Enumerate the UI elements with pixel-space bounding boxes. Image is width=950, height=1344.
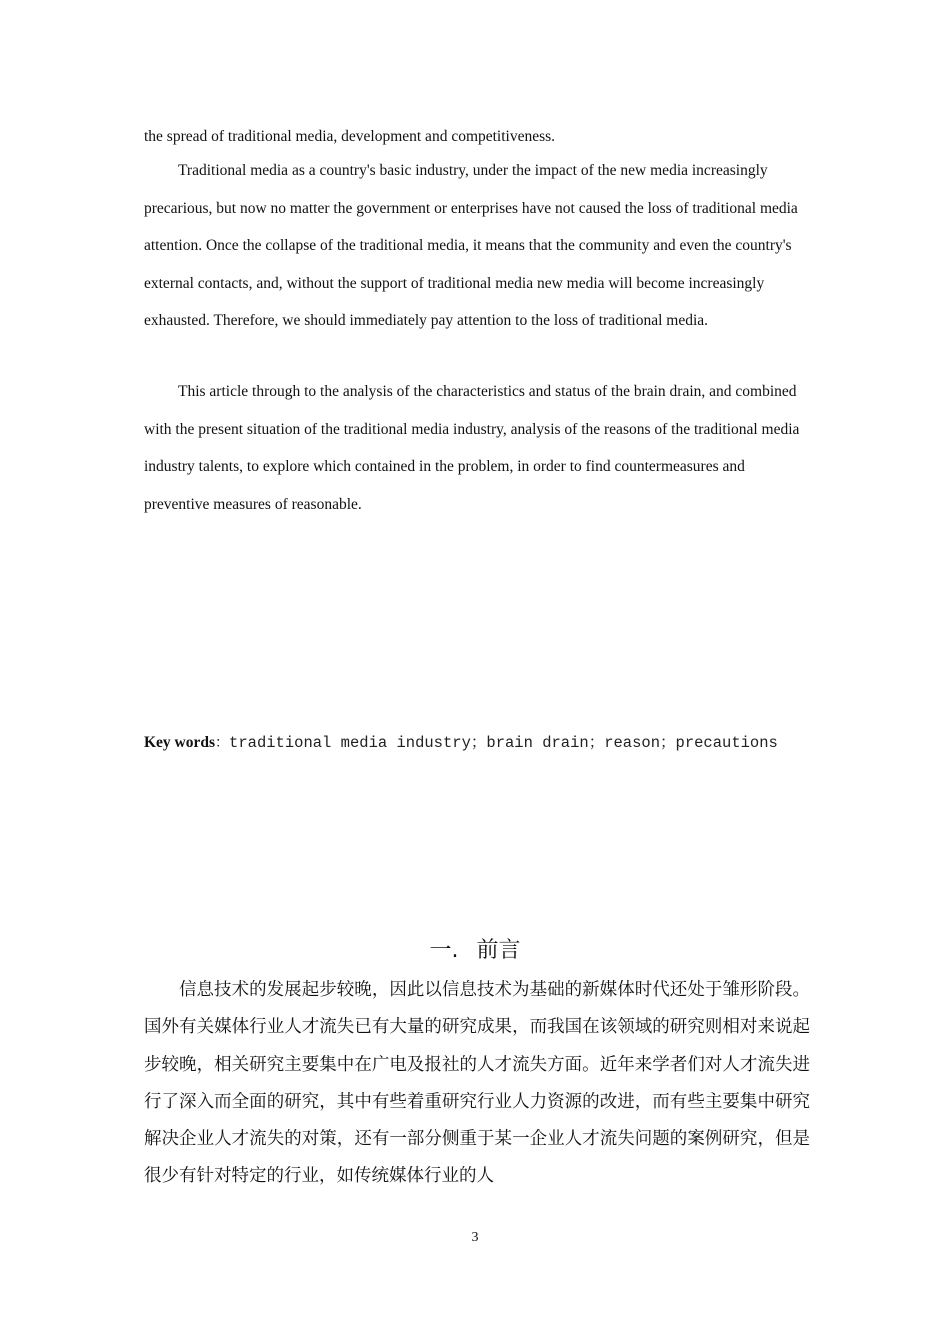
page-number: 3 — [471, 1230, 479, 1245]
keywords-text: traditional media industry；brain drain；reason；precautions — [229, 734, 778, 752]
section-number: 一. — [429, 938, 459, 963]
abstract-paragraph-continuation: the spread of traditional media, development and competitiveness. — [144, 128, 556, 145]
abstract-paragraph-3: This article through to the analysis of the characteristics and status of the brain drain, and combined with the present situation of the traditional media industry, analysis of the reasons of the traditional media industry talents, to explore which contained in the problem, in order to find countermeasures and preventive measures of reasonable. — [144, 383, 800, 513]
keywords-separator: ： — [215, 735, 230, 751]
section-heading — [0, 933, 950, 969]
keywords-line — [144, 729, 844, 757]
section-title: 前言 — [476, 938, 521, 963]
abstract-paragraph-2: Traditional media as a country's basic industry, under the impact of the new media increasingly precarious, but now no matter the government or enterprises have not caused the loss of traditional media attention. Once the collapse of the traditional media, it means that the community and even the country's external contacts, and, without the support of traditional media new media will become increasingly exhausted. Therefore, we should immediately pay attention to the loss of traditional media. — [144, 162, 798, 329]
section-paragraph: 信息技术的发展起步较晚，因此以信息技术为基础的新媒体时代还处于雏形阶段。国外有关媒体行业人才流失已有大量的研究成果，而我国在该领域的研究则相对来说起步较晚，相关研究主要集中在广电及报社的人才流失方面。近年来学者们对人才流失进行了深入而全面的研究，其中有些着重研究行业人力资源的改进，而有些主要集中研究解决企业人才流失的对策，还有一部分侧重于某一企业人才流失问题的案例研究，但是很少有针对特定的行业，如传统媒体行业的人 — [144, 980, 810, 1187]
keywords-label: Key words — [144, 734, 216, 751]
